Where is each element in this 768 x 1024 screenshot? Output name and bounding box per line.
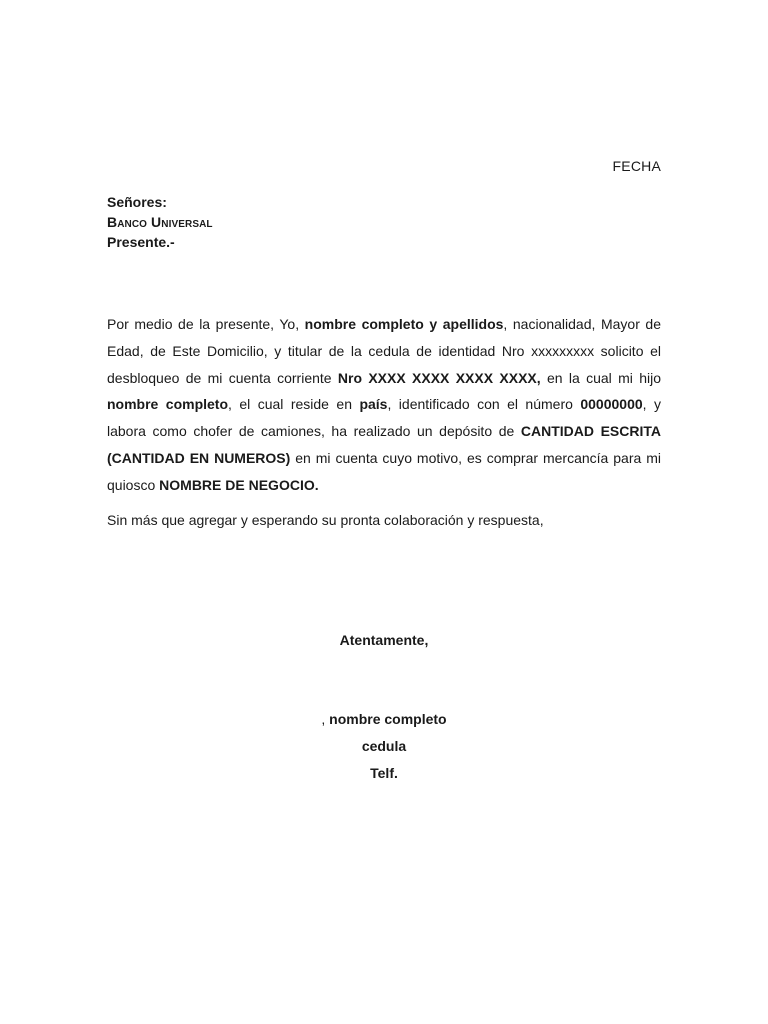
signature-name <box>0 711 768 727</box>
signature-name-lead: , <box>321 711 326 727</box>
son-name-field: nombre completo <box>107 396 229 413</box>
signature-id-label: cedula <box>361 738 407 754</box>
body-text-2: , nacionalidad, Mayor de Edad, de Este Domicilio, y titular de la cedula de identidad Nro xxxxxxxxx solicito el desbloqueo de mi cuenta corriente <box>107 316 662 386</box>
country-field: país <box>359 396 388 413</box>
closing-line: Sin más que agregar y esperando su pronta colaboración y respuesta, <box>107 512 544 528</box>
bank-name: Banco Universal <box>107 214 213 230</box>
body-text-4: , el cual reside en <box>228 396 360 413</box>
body-text-6: , y labora como chofer de camiones, ha realizado un depósito de <box>107 396 661 440</box>
presente-line: Presente.- <box>107 234 175 250</box>
body-text-7: en mi cuenta cuyo motivo, es comprar mercancía para mi quiosco <box>107 449 661 493</box>
body-text-1: Por medio de la presente, Yo, <box>107 316 305 332</box>
body-text-3: en la cual mi hijo <box>540 369 662 386</box>
salutation: Señores: <box>107 194 167 210</box>
letter-date: FECHA <box>612 158 661 174</box>
body-paragraph <box>107 311 661 499</box>
valediction: Atentamente, <box>339 632 429 648</box>
id-number: 00000000 <box>580 396 643 413</box>
addressee-block <box>107 192 213 252</box>
business-name-field: NOMBRE DE NEGOCIO. <box>159 476 319 493</box>
signature-phone-label: Telf. <box>370 765 398 781</box>
body-text-5: , identificado con el número <box>387 396 581 413</box>
amount-field: CANTIDAD ESCRITA (CANTIDAD EN NUMEROS) <box>107 423 661 466</box>
full-name-field: nombre completo y apellidos <box>304 316 504 332</box>
signature-name-text: nombre completo <box>325 711 447 727</box>
account-number: Nro XXXX XXXX XXXX XXXX, <box>337 369 541 386</box>
